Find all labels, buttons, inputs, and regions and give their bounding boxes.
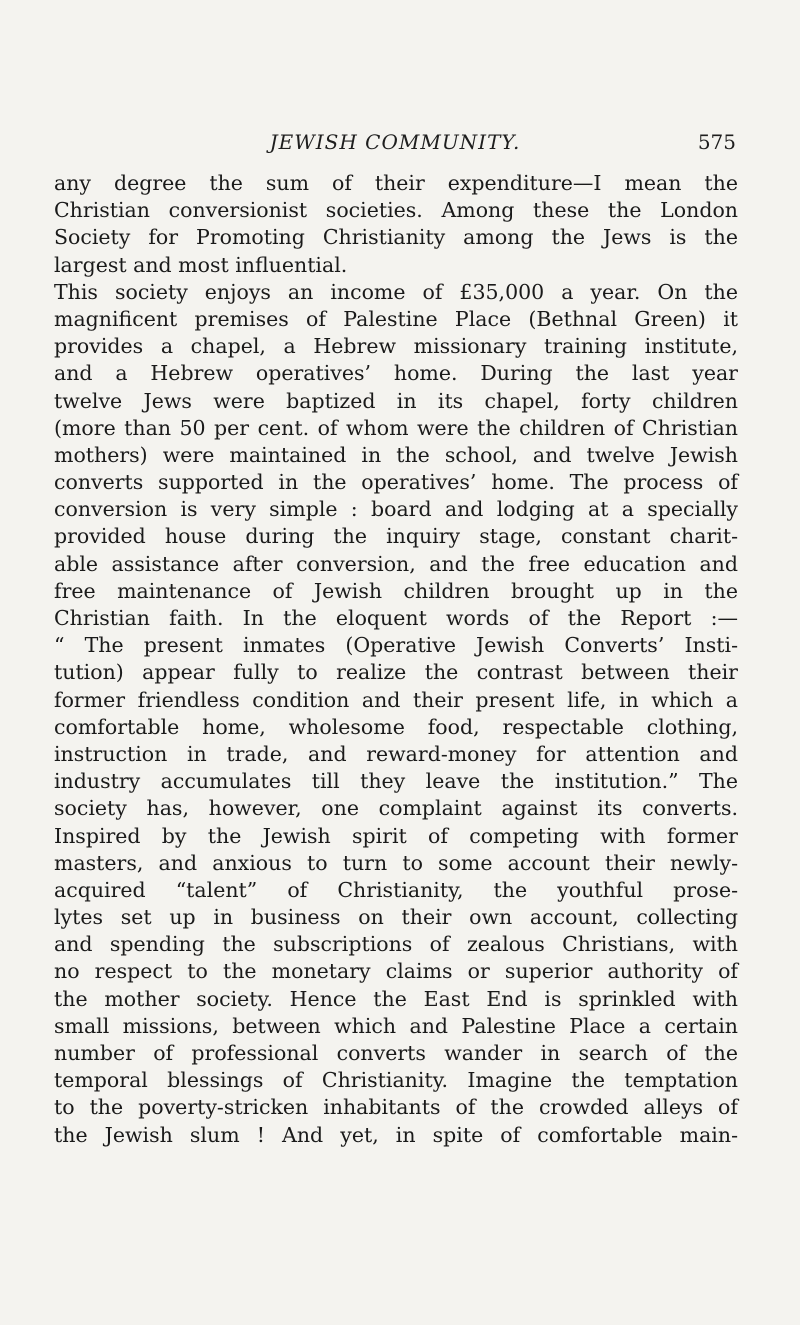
text-line: Society for Promoting Christianity among the Jews is the	[54, 225, 738, 250]
text-line: and spending the subscriptions of zealous Christians, with	[54, 932, 738, 957]
text-line: This society enjoys an income of £35,000 a year. On the	[54, 279, 738, 304]
text-line: able assistance after conversion, and the free education and	[54, 551, 738, 576]
text-line: any degree the sum of their expenditure—I mean the	[54, 171, 738, 195]
text-line: provides a chapel, a Hebrew missionary training institute,	[54, 334, 738, 359]
text-line: Christian faith. In the eloquent words of the Report :—	[54, 606, 738, 630]
text-line: masters, and anxious to turn to some account their newly-	[54, 850, 738, 875]
text-line: “ The present inmates (Operative Jewish Converts’ Insti-	[54, 633, 738, 658]
text-line: converts supported in the operatives’ home. The process of	[54, 470, 738, 495]
text-line: largest and most influential.	[54, 252, 348, 277]
text-line: (more than 50 per cent. of whom were the children of Christian	[54, 415, 738, 440]
text-line: tution) appear fully to realize the contrast between their	[54, 660, 738, 685]
text-line: Christian conversionist societies. Among these the London	[54, 198, 738, 223]
text-line: conversion is very simple : board and lodging at a specially	[54, 497, 738, 522]
text-line: number of professional converts wander in search of the	[54, 1041, 738, 1065]
text-line: and a Hebrew operatives’ home. During the last year	[54, 361, 738, 386]
text-line: industry accumulates till they leave the institution.” The	[54, 769, 738, 794]
text-line: society has, however, one complaint against its converts.	[54, 796, 738, 821]
running-title: JEWISH COMMUNITY.	[269, 130, 521, 154]
text-line: small missions, between which and Palestine Place a certain	[54, 1013, 738, 1038]
text-line: comfortable home, wholesome food, respectable clothing,	[54, 714, 738, 739]
text-line: temporal blessings of Christianity. Imagine the temptation	[54, 1068, 738, 1093]
text-line: provided house during the inquiry stage, constant charit-	[54, 524, 738, 549]
running-head	[54, 130, 736, 160]
text-line: the mother society. Hence the East End is sprinkled with	[54, 986, 738, 1011]
text-line: magnificent premises of Palestine Place (Bethnal Green) it	[54, 306, 738, 331]
text-line: Inspired by the Jewish spirit of competing with former	[54, 823, 738, 848]
text-line: the Jewish slum ! And yet, in spite of comfortable main-	[54, 1122, 738, 1147]
text-line: twelve Jews were baptized in its chapel, forty children	[54, 388, 738, 413]
text-line: acquired “talent” of Christianity, the youthful prose-	[54, 877, 738, 902]
text-line: free maintenance of Jewish children brought up in the	[54, 578, 738, 603]
body-text	[54, 170, 738, 1149]
text-line: to the poverty-stricken inhabitants of the crowded alleys of	[54, 1095, 738, 1120]
text-line: lytes set up in business on their own account, collecting	[54, 905, 738, 930]
page-number: 575	[697, 130, 736, 154]
text-line: no respect to the monetary claims or superior authority of	[54, 959, 738, 984]
text-line: former friendless condition and their present life, in which a	[54, 687, 738, 712]
text-line: mothers) were maintained in the school, and twelve Jewish	[54, 442, 738, 467]
text-line: instruction in trade, and reward-money for attention and	[54, 741, 738, 766]
